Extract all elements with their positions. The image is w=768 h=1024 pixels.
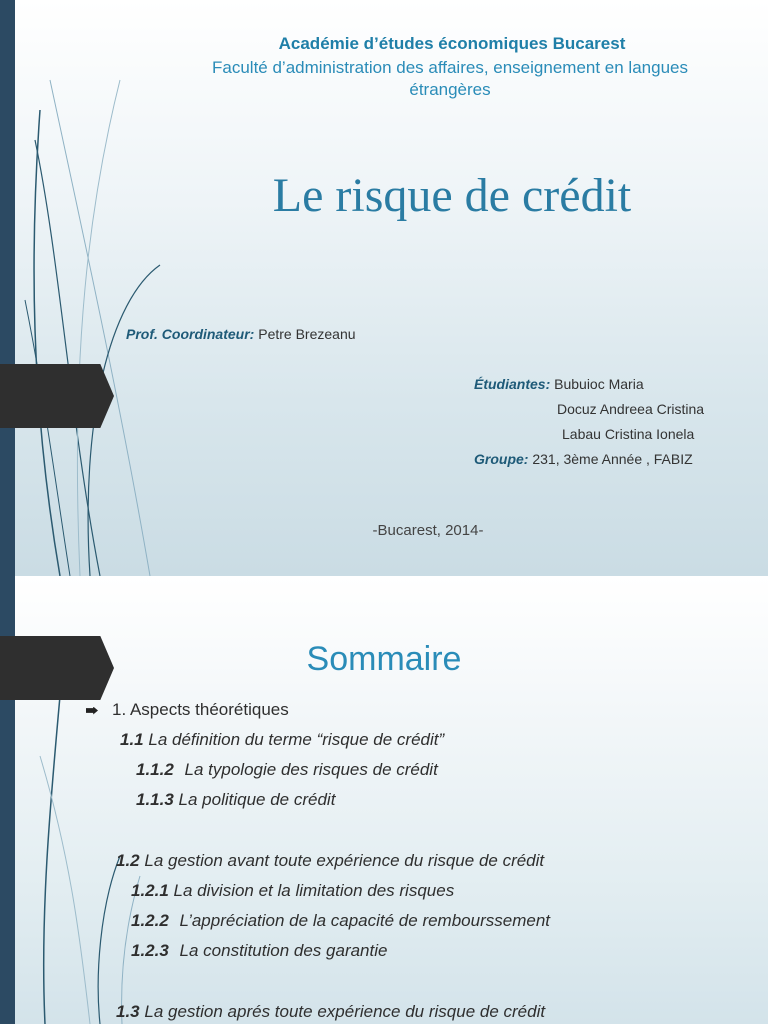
toc-item bbox=[131, 881, 454, 901]
student-name: Bubuioc Maria bbox=[554, 376, 644, 392]
toc-number: 1.1.2 bbox=[136, 760, 174, 779]
coordinator-label: Prof. Coordinateur: bbox=[126, 326, 255, 342]
toc-number: 1.2.1 bbox=[131, 881, 169, 900]
toc-item bbox=[116, 851, 544, 871]
students-row bbox=[474, 376, 644, 392]
student-name: Labau Cristina Ionela bbox=[562, 426, 695, 442]
toc-number: 1.1 bbox=[120, 730, 144, 749]
toc-text: La typologie des risques de crédit bbox=[184, 760, 438, 779]
toc-text: La constitution des garantie bbox=[179, 941, 388, 960]
toc-item bbox=[131, 911, 550, 931]
toc-text: La division et la limitation des risques bbox=[173, 881, 455, 900]
faculty-name: Faculté d’administration des affaires, enseignement en langues étrangères bbox=[212, 58, 688, 99]
toc-text: La gestion aprés toute expérience du risque de crédit bbox=[144, 1002, 546, 1021]
toc-text: 1. Aspects théorétiques bbox=[112, 700, 289, 719]
toc-number: 1.2.2 bbox=[131, 911, 169, 930]
summary-heading: Sommaire bbox=[306, 640, 462, 678]
slide-title: Le risque de crédit bbox=[272, 169, 632, 222]
toc-item bbox=[136, 790, 335, 810]
place-year: -Bucarest, 2014- bbox=[372, 522, 484, 539]
sidebar-strip bbox=[0, 0, 15, 576]
toc-item bbox=[116, 1002, 545, 1022]
group-value: 231, 3ème Année , FABIZ bbox=[532, 451, 693, 467]
toc-number: 1.2 bbox=[116, 851, 140, 870]
student-name: Docuz Andreea Cristina bbox=[557, 401, 705, 417]
toc-number: 1.2.3 bbox=[131, 941, 169, 960]
toc-item bbox=[131, 941, 387, 961]
toc-item bbox=[136, 760, 438, 780]
arrow-bullet-icon bbox=[86, 707, 98, 715]
coordinator-name: Petre Brezeanu bbox=[258, 326, 356, 342]
institution-name: Académie d’études économiques Bucarest bbox=[278, 34, 626, 53]
toc-item bbox=[120, 730, 444, 750]
toc-text: L’appréciation de la capacité de rembourssement bbox=[179, 911, 550, 930]
toc-text: La définition du terme “risque de crédit” bbox=[148, 730, 445, 749]
toc-number: 1.1.3 bbox=[136, 790, 174, 809]
students-label: Étudiantes: bbox=[474, 376, 551, 392]
arrow-tab bbox=[0, 364, 114, 428]
group-row bbox=[474, 451, 693, 467]
toc-number: 1.3 bbox=[116, 1002, 140, 1021]
toc-text: La politique de crédit bbox=[178, 790, 336, 809]
toc-text: La gestion avant toute expérience du risque de crédit bbox=[144, 851, 545, 870]
toc-item bbox=[86, 700, 289, 720]
group-label: Groupe: bbox=[474, 451, 529, 467]
coordinator-row bbox=[126, 326, 356, 342]
